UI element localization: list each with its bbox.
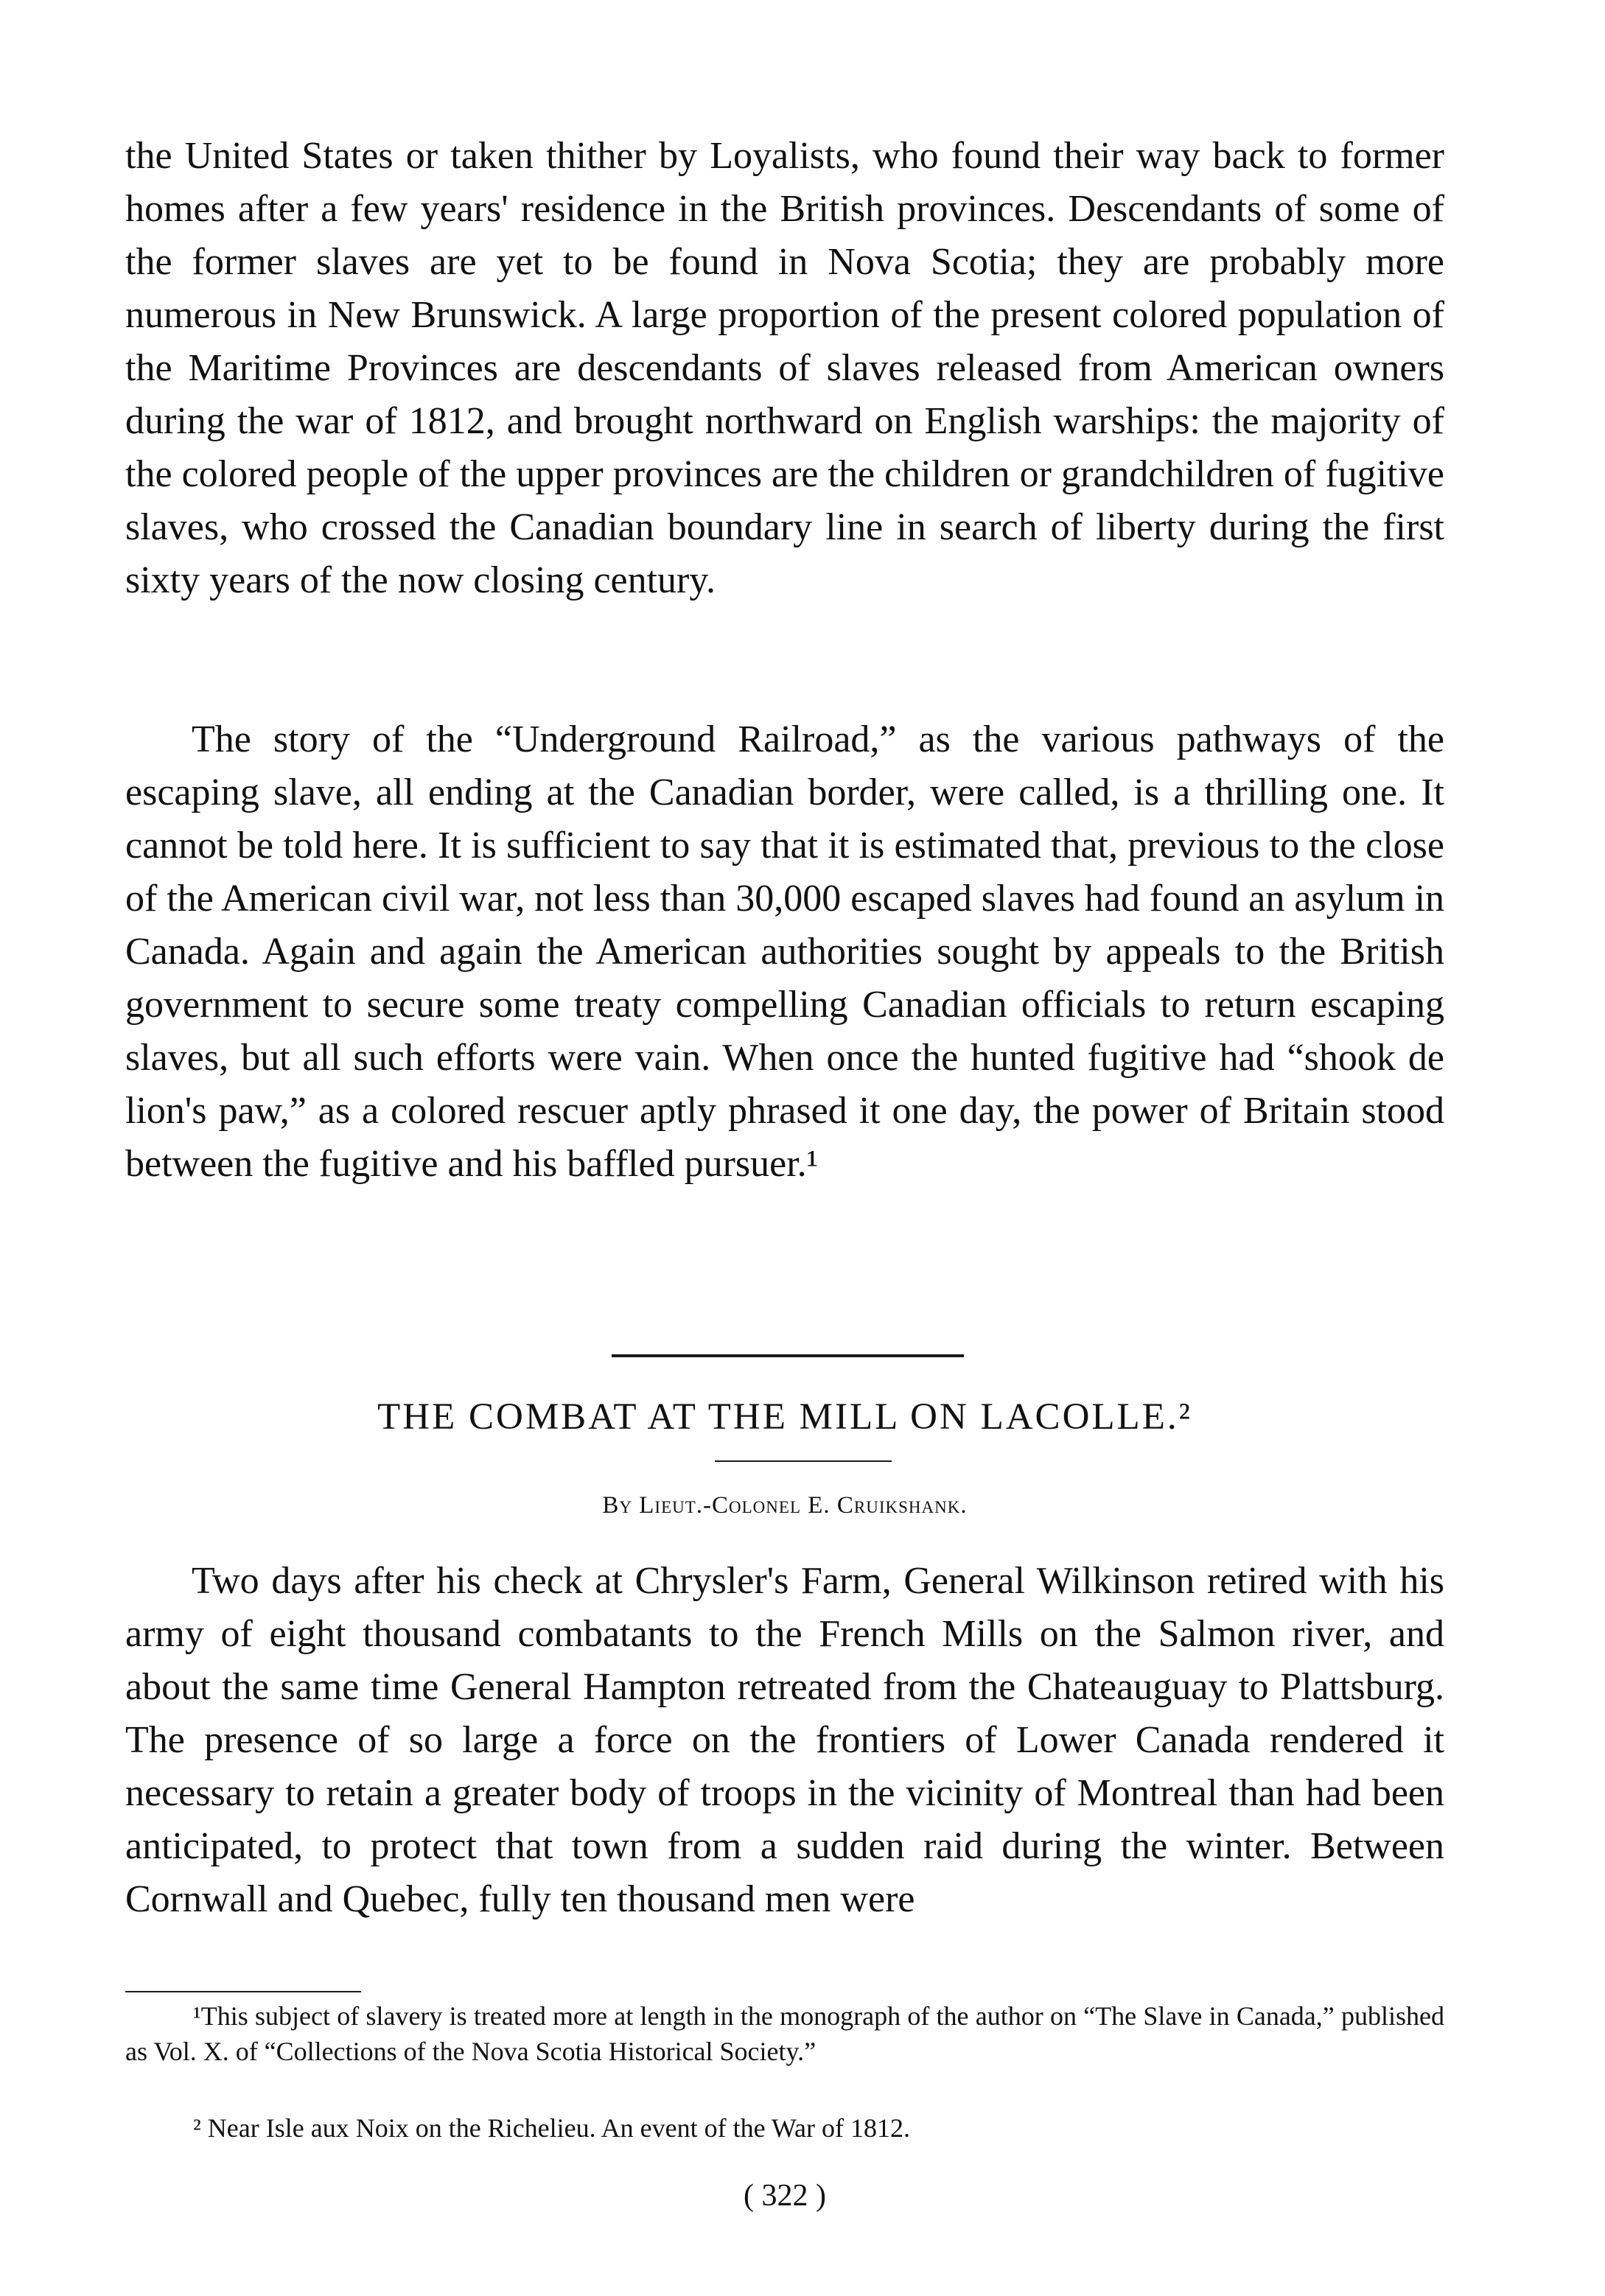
- paragraph-combat-intro: Two days after his check at Chrysler's Farm, General Wilkinson retired with his army of eight thousand combatants to the French Mills on the Salmon river, and about the same time General Hampton retreated from the Chateauguay to Plattsburg. The presence of so large a force on the frontiers of Lower Canada rendered it necessary to retain a greater body of troops in the vicinity of Montreal than had been anticipated, to protect that town from a sudden raid during the winter. Between Cornwall and Quebec, fully ten thousand men were: [125, 1560, 1444, 1920]
- section-title: THE COMBAT AT THE MILL ON LACOLLE.²: [377, 1396, 1192, 1438]
- paragraph-underground-railroad: The story of the “Underground Railroad,” as the various pathways of the escaping slave, all ending at the Canadian border, were called, is a thrilling one. It cannot be told here. It is sufficient to say that it is estimated that, previous to the close of the American civil war, not less than 30,000 escaped slaves had found an asylum in Canada. Again and again the American authorities sought by appeals to the British government to secure some treaty compelling Canadian officials to return escaping slaves, but all such efforts were vain. When once the hunted fugitive had “shook de lion's paw,” as a colored rescuer aptly phrased it one day, the power of Britain stood between the fugitive and his baffled pursuer.¹: [125, 718, 1445, 1185]
- footnote-rule: [125, 1991, 361, 1992]
- title-underline: [715, 1460, 892, 1462]
- page-number: ( 322 ): [744, 2179, 826, 2213]
- section-divider: [612, 1354, 964, 1357]
- paragraph-continued: the United States or taken thither by Loyalists, who found their way back to former homes after a few years' residence in the British provinces. Descendants of some of the former slaves are yet to be found in Nova Scotia; they are probably more numerous in New Brunswick. A large proportion of the present colored population of the Maritime Provinces are descendants of slaves released from American owners during the war of 1812, and brought northward on English warships: the majority of the colored people of the upper provinces are the children or grandchildren of fugitive slaves, who crossed the Canadian boundary line in search of liberty during the first sixty years of the now closing century.: [125, 135, 1444, 601]
- author-byline: By Lieut.-Colonel E. Cruikshank.: [602, 1492, 968, 1519]
- footnote-2: ² Near Isle aux Noix on the Richelieu. An event of the War of 1812.: [193, 2113, 910, 2143]
- footnote-1: ¹This subject of slavery is treated more at length in the monograph of the author on “The Slave in Canada,” published as Vol. X. of “Collections of the Nova Scotia Historical Society.”: [125, 2001, 1444, 2066]
